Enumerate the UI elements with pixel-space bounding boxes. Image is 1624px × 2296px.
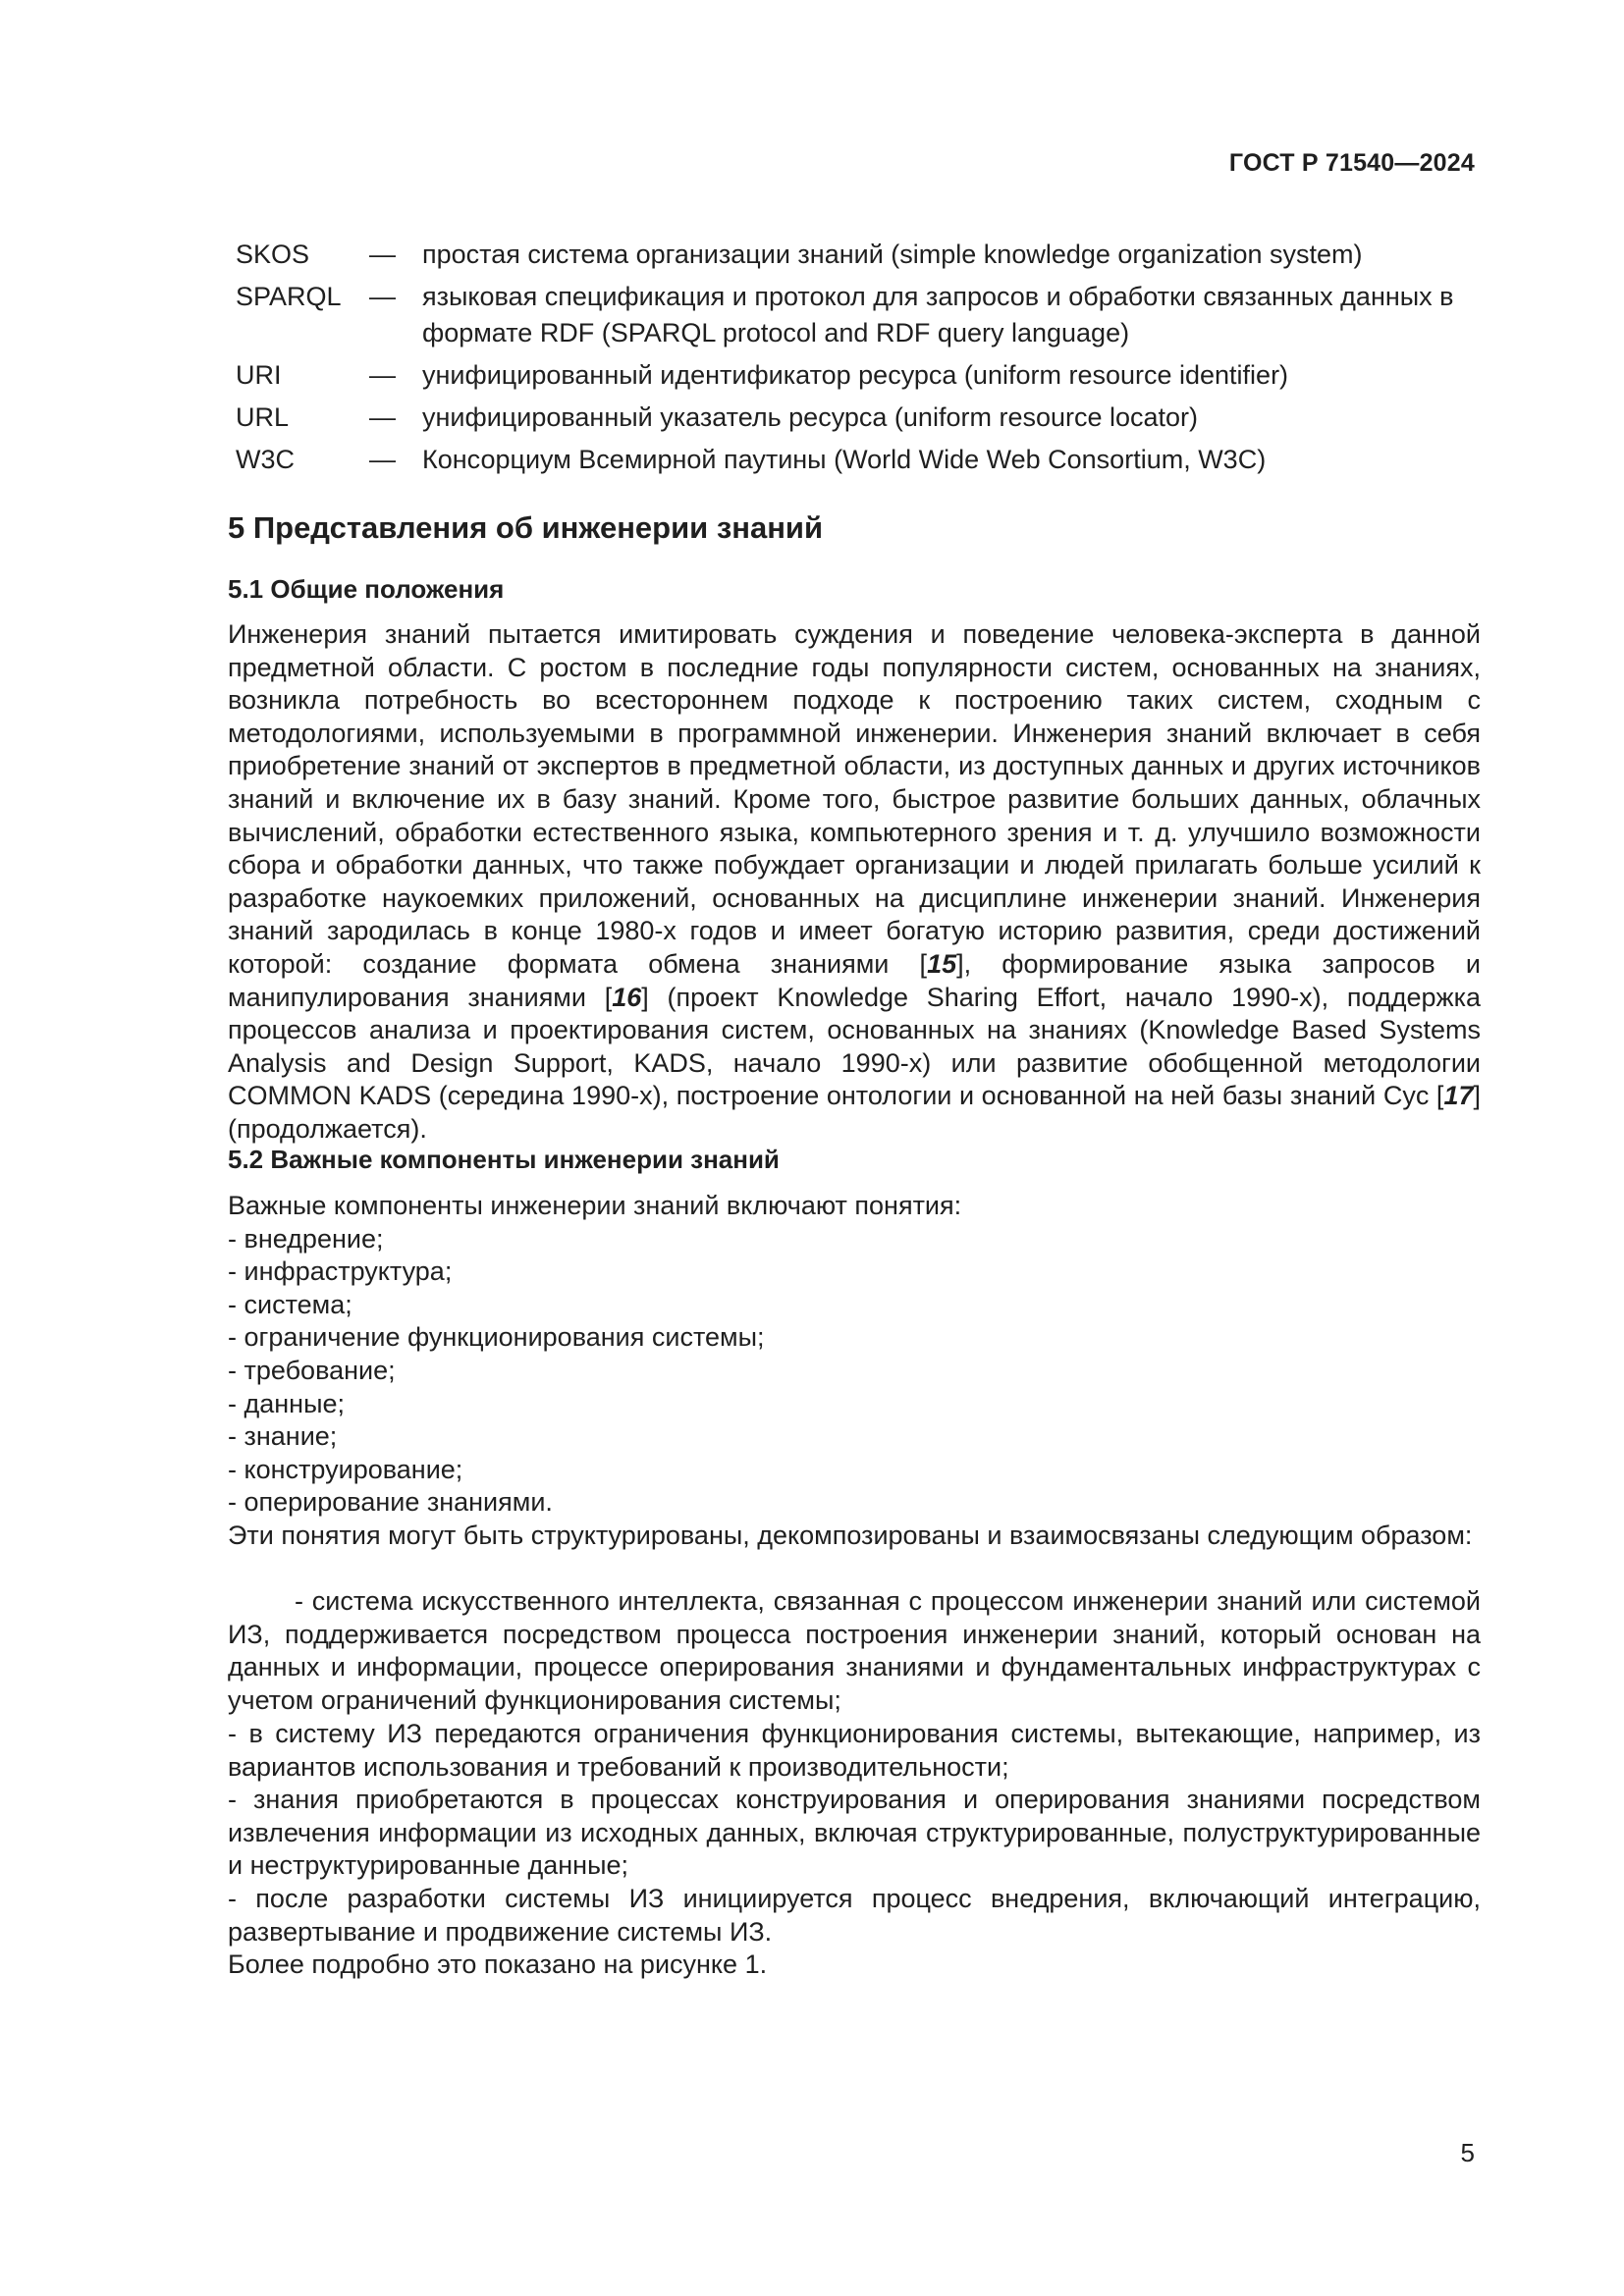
abbreviation-definition: унифицированный идентификатор ресурса (uniform resource identifier): [422, 360, 1289, 390]
paragraph-text: Инженерия знаний пытается имитировать суждения и поведение человека-эксперта в данной предметной области. С ростом в последние годы популярности систем, основанных на знаниях, возникла потребность во всестороннем подходе к построению таких систем, сходным с методологиями, используемыми в программной инженерии. Инженерия знаний включает в себя приобретение знаний от экспертов в предметной области, из доступных данных и других источников знаний и включение их в базу знаний. Кроме того, быстрое развитие больших данных, облачных вычислений, обработки естественного языка, компьютерного зрения и т. д. улучшило возможности сбора и обработки данных, что также побуждает организации и людей прилагать больше усилий к разработке наукоемких приложений, основанных на дисциплине инженерии знаний. Инженерия знаний зародилась в конце 1980-х годов и имеет богатую историю развития, среди достижений которой: создание формата обмена знаниями [: [228, 619, 1481, 979]
paragraph-text: ], формирование языка запросов и манипулирования знаниями [: [228, 948, 1481, 1012]
abbreviation-dash: —: [369, 360, 396, 390]
abbreviation-term: W3C: [236, 445, 295, 474]
paragraph-text: ] (проект Knowledge Sharing Effort, начало 1990-х), поддержка процессов анализа и проектирования систем, основанных на знаниях (Knowledge Based Systems Analysis and Design Support, KADS, начало 1990-х) или развитие обобщенной методологии COMMON KADS (середина 1990-х), построение онтологии и основанной на ней базы знаний Cyc [: [228, 982, 1481, 1111]
abbreviation-term: SKOS: [236, 240, 310, 269]
abbreviation-term: SPARQL: [236, 282, 342, 311]
list-item: - инфраструктура;: [228, 1256, 453, 1287]
paragraph-structure: Эти понятия могут быть структурированы, декомпозированы и взаимосвязаны следующим образом:: [228, 1521, 1473, 1550]
abbreviation-term: URI: [236, 360, 282, 390]
paragraph-text: ] (продолжается).: [228, 1081, 1481, 1144]
abbreviation-definition: унифицированный указатель ресурса (uniform resource locator): [422, 402, 1199, 432]
abbreviation-row: [236, 237, 1483, 273]
paragraph-general: [228, 618, 1481, 1147]
abbreviation-dash: —: [369, 282, 396, 311]
abbreviation-row: [236, 400, 1483, 436]
abbreviation-definition: Консорциум Всемирной паутины (World Wide Web Consortium, W3C): [422, 445, 1267, 474]
abbreviation-row: [236, 442, 1483, 478]
abbreviation-definition: языковая спецификация и протокол для запросов и обработки связанных данных в формате RDF (SPARQL protocol and RDF query language): [422, 282, 1454, 347]
list-item: - оперирование знаниями.: [228, 1487, 553, 1518]
paragraph-ai-system: - система искусственного интеллекта, связанная с процессом инженерии знаний или системой ИЗ, поддерживается посредством процесса построения инженерии знаний, который основан на данных и информации, процессе оперирования знаниями и фундаментальных инфраструктурах с учетом ограничений функционирования системы;: [228, 1586, 1481, 1715]
reference-link[interactable]: 17: [1443, 1081, 1474, 1111]
abbreviation-dash: —: [369, 240, 396, 269]
page-number: 5: [1460, 2138, 1475, 2167]
reference-link[interactable]: 16: [612, 982, 642, 1012]
list-item: - данные;: [228, 1388, 346, 1418]
paragraph-deployment: - после разработки системы ИЗ инициируется процесс внедрения, включающий интеграцию, развертывание и продвижение системы ИЗ.: [228, 1884, 1481, 1947]
paragraph-knowledge: - знания приобретаются в процессах конструирования и оперирования знаниями посредством извлечения информации из исходных данных, включая структурированные, полуструктурированные и неструктурированные данные;: [228, 1785, 1481, 1881]
abbreviation-dash: —: [369, 402, 396, 432]
components-list: [228, 1190, 1481, 1520]
subsection-title-general: 5.1 Общие положения: [228, 574, 505, 604]
reference-link[interactable]: 15: [927, 948, 957, 979]
abbreviation-term: URL: [236, 402, 290, 432]
abbreviation-definition: простая система организации знаний (simple knowledge organization system): [422, 240, 1363, 269]
list-intro: Важные компоненты инженерии знаний включают понятия:: [228, 1191, 962, 1220]
paragraph-constraints: - в систему ИЗ передаются ограничения функционирования системы, вытекающие, например, из вариантов использования и требований к производительности;: [228, 1719, 1481, 1782]
section-title: 5 Представления об инженерии знаний: [228, 510, 824, 545]
list-item: - ограничение функционирования системы;: [228, 1322, 765, 1353]
document-header: ГОСТ Р 71540—2024: [1228, 149, 1475, 177]
abbreviation-row: [236, 357, 1483, 394]
subsection-title-components: 5.2 Важные компоненты инженерии знаний: [228, 1145, 780, 1174]
list-item: - система;: [228, 1289, 352, 1319]
list-item: - знание;: [228, 1421, 338, 1452]
list-item: - внедрение;: [228, 1223, 384, 1254]
abbreviation-dash: —: [369, 445, 396, 474]
paragraph-figure-ref: Более подробно это показано на рисунке 1.: [228, 1949, 768, 1979]
abbreviation-list: [236, 237, 1483, 484]
list-item: - требование;: [228, 1355, 396, 1385]
list-item: - конструирование;: [228, 1454, 463, 1484]
abbreviation-row: [236, 279, 1483, 351]
